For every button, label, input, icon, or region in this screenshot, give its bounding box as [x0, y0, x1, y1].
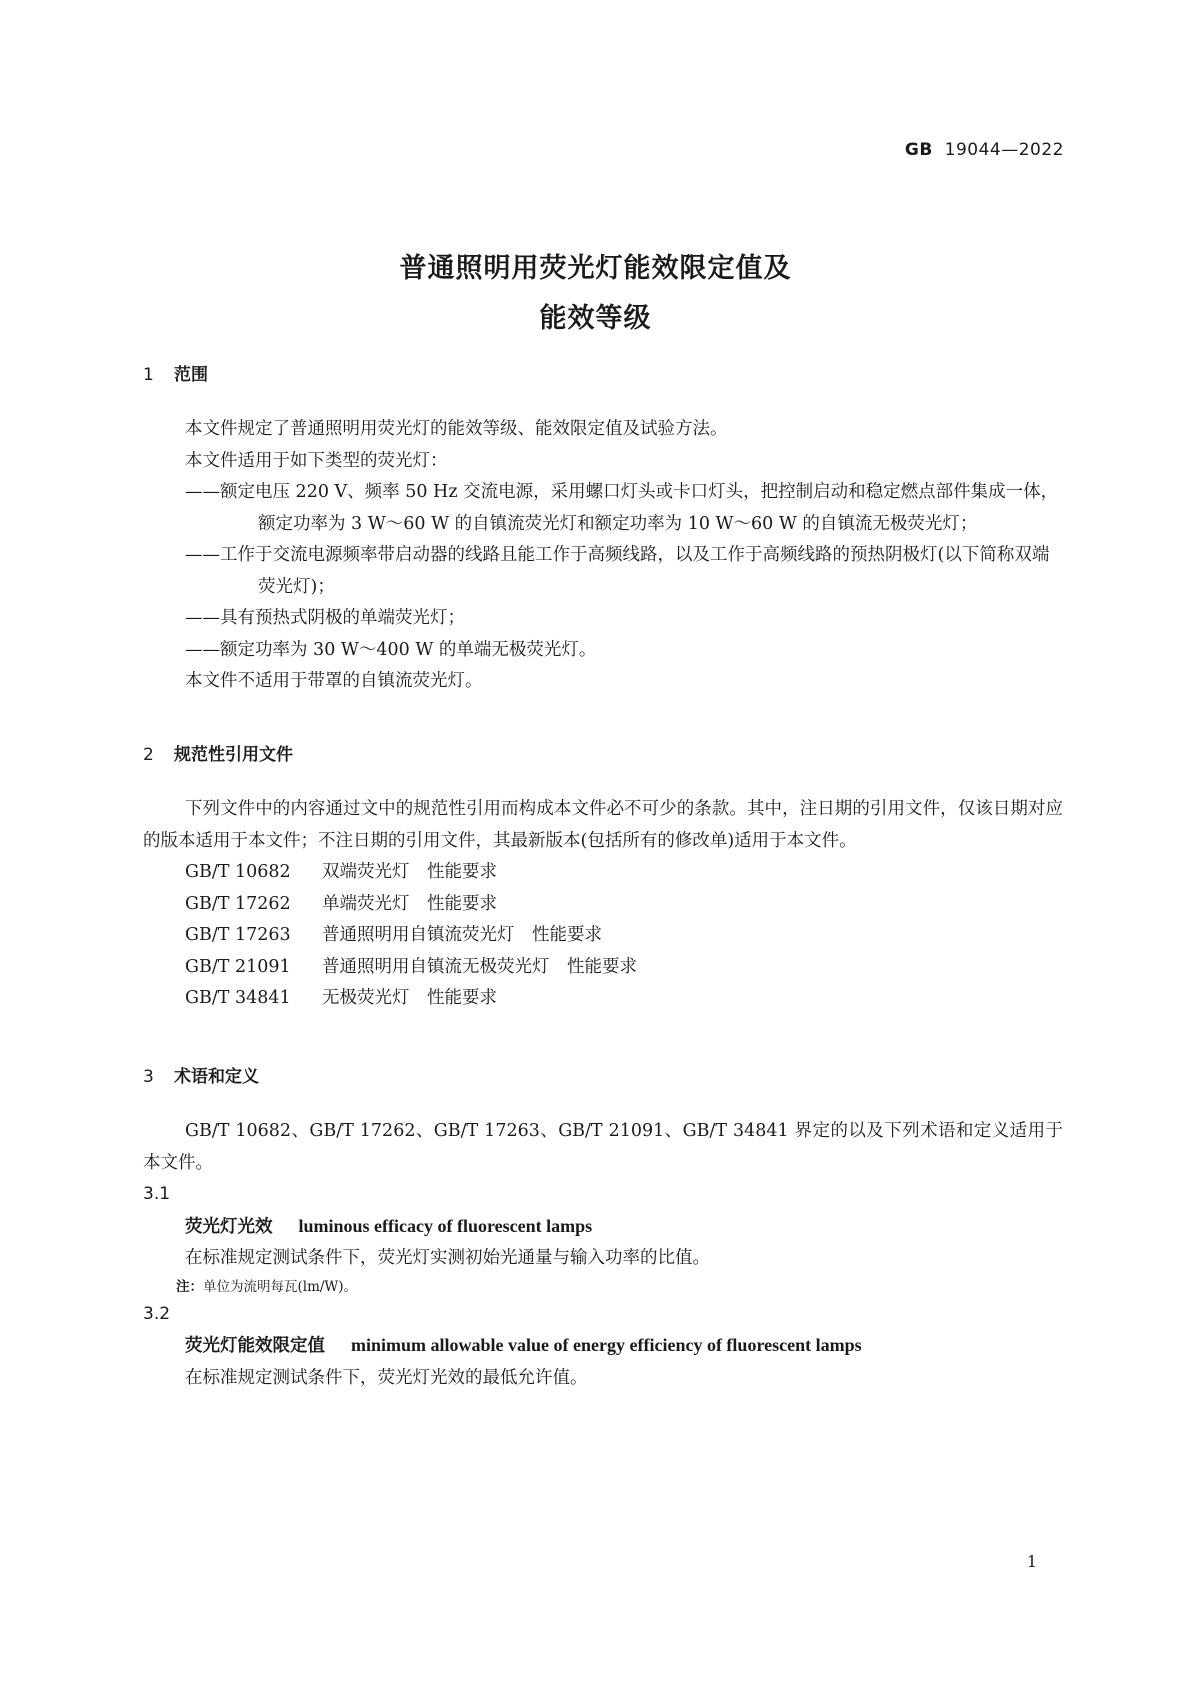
- references-intro: 下列文件中的内容通过文中的规范性引用而构成本文件必不可少的条款。其中，注日期的引用文件，仅该日期对应的版本适用于本文件；不注日期的引用文件，其最新版本(包括所有的修改单)适用于本文件。: [143, 799, 1063, 851]
- standard-prefix: GB: [904, 140, 933, 160]
- section-2-number: 2: [143, 745, 154, 765]
- list-item: ——额定电压 220 V、频率 50 Hz 交流电源，采用螺口灯头或卡口灯头，把控制启动和稳定燃点部件集成一体，额定功率为 3 W～60 W 的自镇流荧光灯和额定功率为 10 W～60 W 的自镇流无极荧光灯；: [185, 482, 1059, 534]
- reference-row: [143, 952, 1063, 984]
- note-text: 单位为流明每瓦(lm/W)。: [203, 1278, 358, 1295]
- section-2-body: [143, 794, 1063, 1015]
- list-item: ——工作于交流电源频率带启动器的线路且能工作于高频线路，以及工作于高频线路的预热阴极灯(以下简称双端荧光灯)；: [185, 545, 1050, 597]
- reference-name: 普通照明用自镇流荧光灯 性能要求: [322, 925, 602, 945]
- list-item: ——额定功率为 30 W～400 W 的单端无极荧光灯。: [185, 639, 597, 660]
- reference-name: 普通照明用自镇流无极荧光灯 性能要求: [322, 956, 637, 977]
- section-3-number: 3: [143, 1067, 154, 1087]
- reference-code: GB/T 17262: [185, 893, 291, 914]
- section-3-heading: [143, 1062, 259, 1087]
- reference-code: GB/T 10682: [185, 862, 291, 882]
- term-heading: [143, 1330, 1063, 1363]
- term-heading: [143, 1211, 1063, 1244]
- standard-code: [905, 140, 1064, 160]
- section-2-title: 规范性引用文件: [174, 745, 293, 765]
- term-chinese: 荧光灯光效: [185, 1216, 273, 1237]
- term-number: 3.1: [143, 1184, 171, 1204]
- reference-name: 无极荧光灯 性能要求: [322, 988, 497, 1008]
- applicability-paragraph: 本文件适用于如下类型的荧光灯：: [185, 450, 448, 471]
- page-number: 1: [1026, 1552, 1037, 1571]
- standard-number: 19044—2022: [944, 140, 1064, 160]
- reference-row: [143, 889, 1063, 921]
- term-english: luminous efficacy of fluorescent lamps: [298, 1215, 593, 1236]
- reference-name: 双端荧光灯 性能要求: [322, 862, 497, 882]
- document-title: [0, 244, 1191, 344]
- reference-code: GB/T 21091: [185, 956, 291, 977]
- term-number: 3.2: [143, 1303, 171, 1324]
- section-3-body: [143, 1116, 1063, 1394]
- term-note: [143, 1275, 1063, 1299]
- terms-intro: GB/T 10682、GB/T 17262、GB/T 17263、GB/T 21091、GB/T 34841 界定的以及下列术语和定义适用于本文件。: [143, 1121, 1063, 1173]
- note-label: 注：: [176, 1278, 203, 1295]
- term-definition: 在标准规定测试条件下，荧光灯实测初始光通量与输入功率的比值。: [185, 1248, 710, 1268]
- title-line-2: 能效等级: [539, 303, 652, 334]
- scope-paragraph: 本文件规定了普通照明用荧光灯的能效等级、能效限定值及试验方法。: [185, 419, 728, 439]
- list-item: ——具有预热式阴极的单端荧光灯；: [185, 608, 465, 628]
- term-english: minimum allowable value of energy efficiency of fluorescent lamps: [351, 1335, 862, 1355]
- section-1-heading: [143, 360, 208, 385]
- reference-code: GB/T 17263: [185, 925, 291, 945]
- section-1-number: 1: [143, 365, 154, 385]
- term-chinese: 荧光灯能效限定值: [185, 1336, 325, 1356]
- section-1-body: [143, 414, 1063, 698]
- reference-code: GB/T 34841: [185, 988, 291, 1008]
- reference-row: [143, 920, 1063, 952]
- reference-row: [143, 857, 1063, 889]
- section-1-title: 范围: [174, 365, 208, 385]
- reference-name: 单端荧光灯 性能要求: [322, 893, 497, 914]
- reference-row: [143, 983, 1063, 1015]
- term-definition: 在标准规定测试条件下，荧光灯光效的最低允许值。: [185, 1367, 588, 1388]
- section-2-heading: [143, 740, 293, 765]
- title-line-1: 普通照明用荧光灯能效限定值及: [399, 253, 792, 284]
- exclusion-paragraph: 本文件不适用于带罩的自镇流荧光灯。: [185, 671, 483, 691]
- section-3-title: 术语和定义: [174, 1067, 259, 1087]
